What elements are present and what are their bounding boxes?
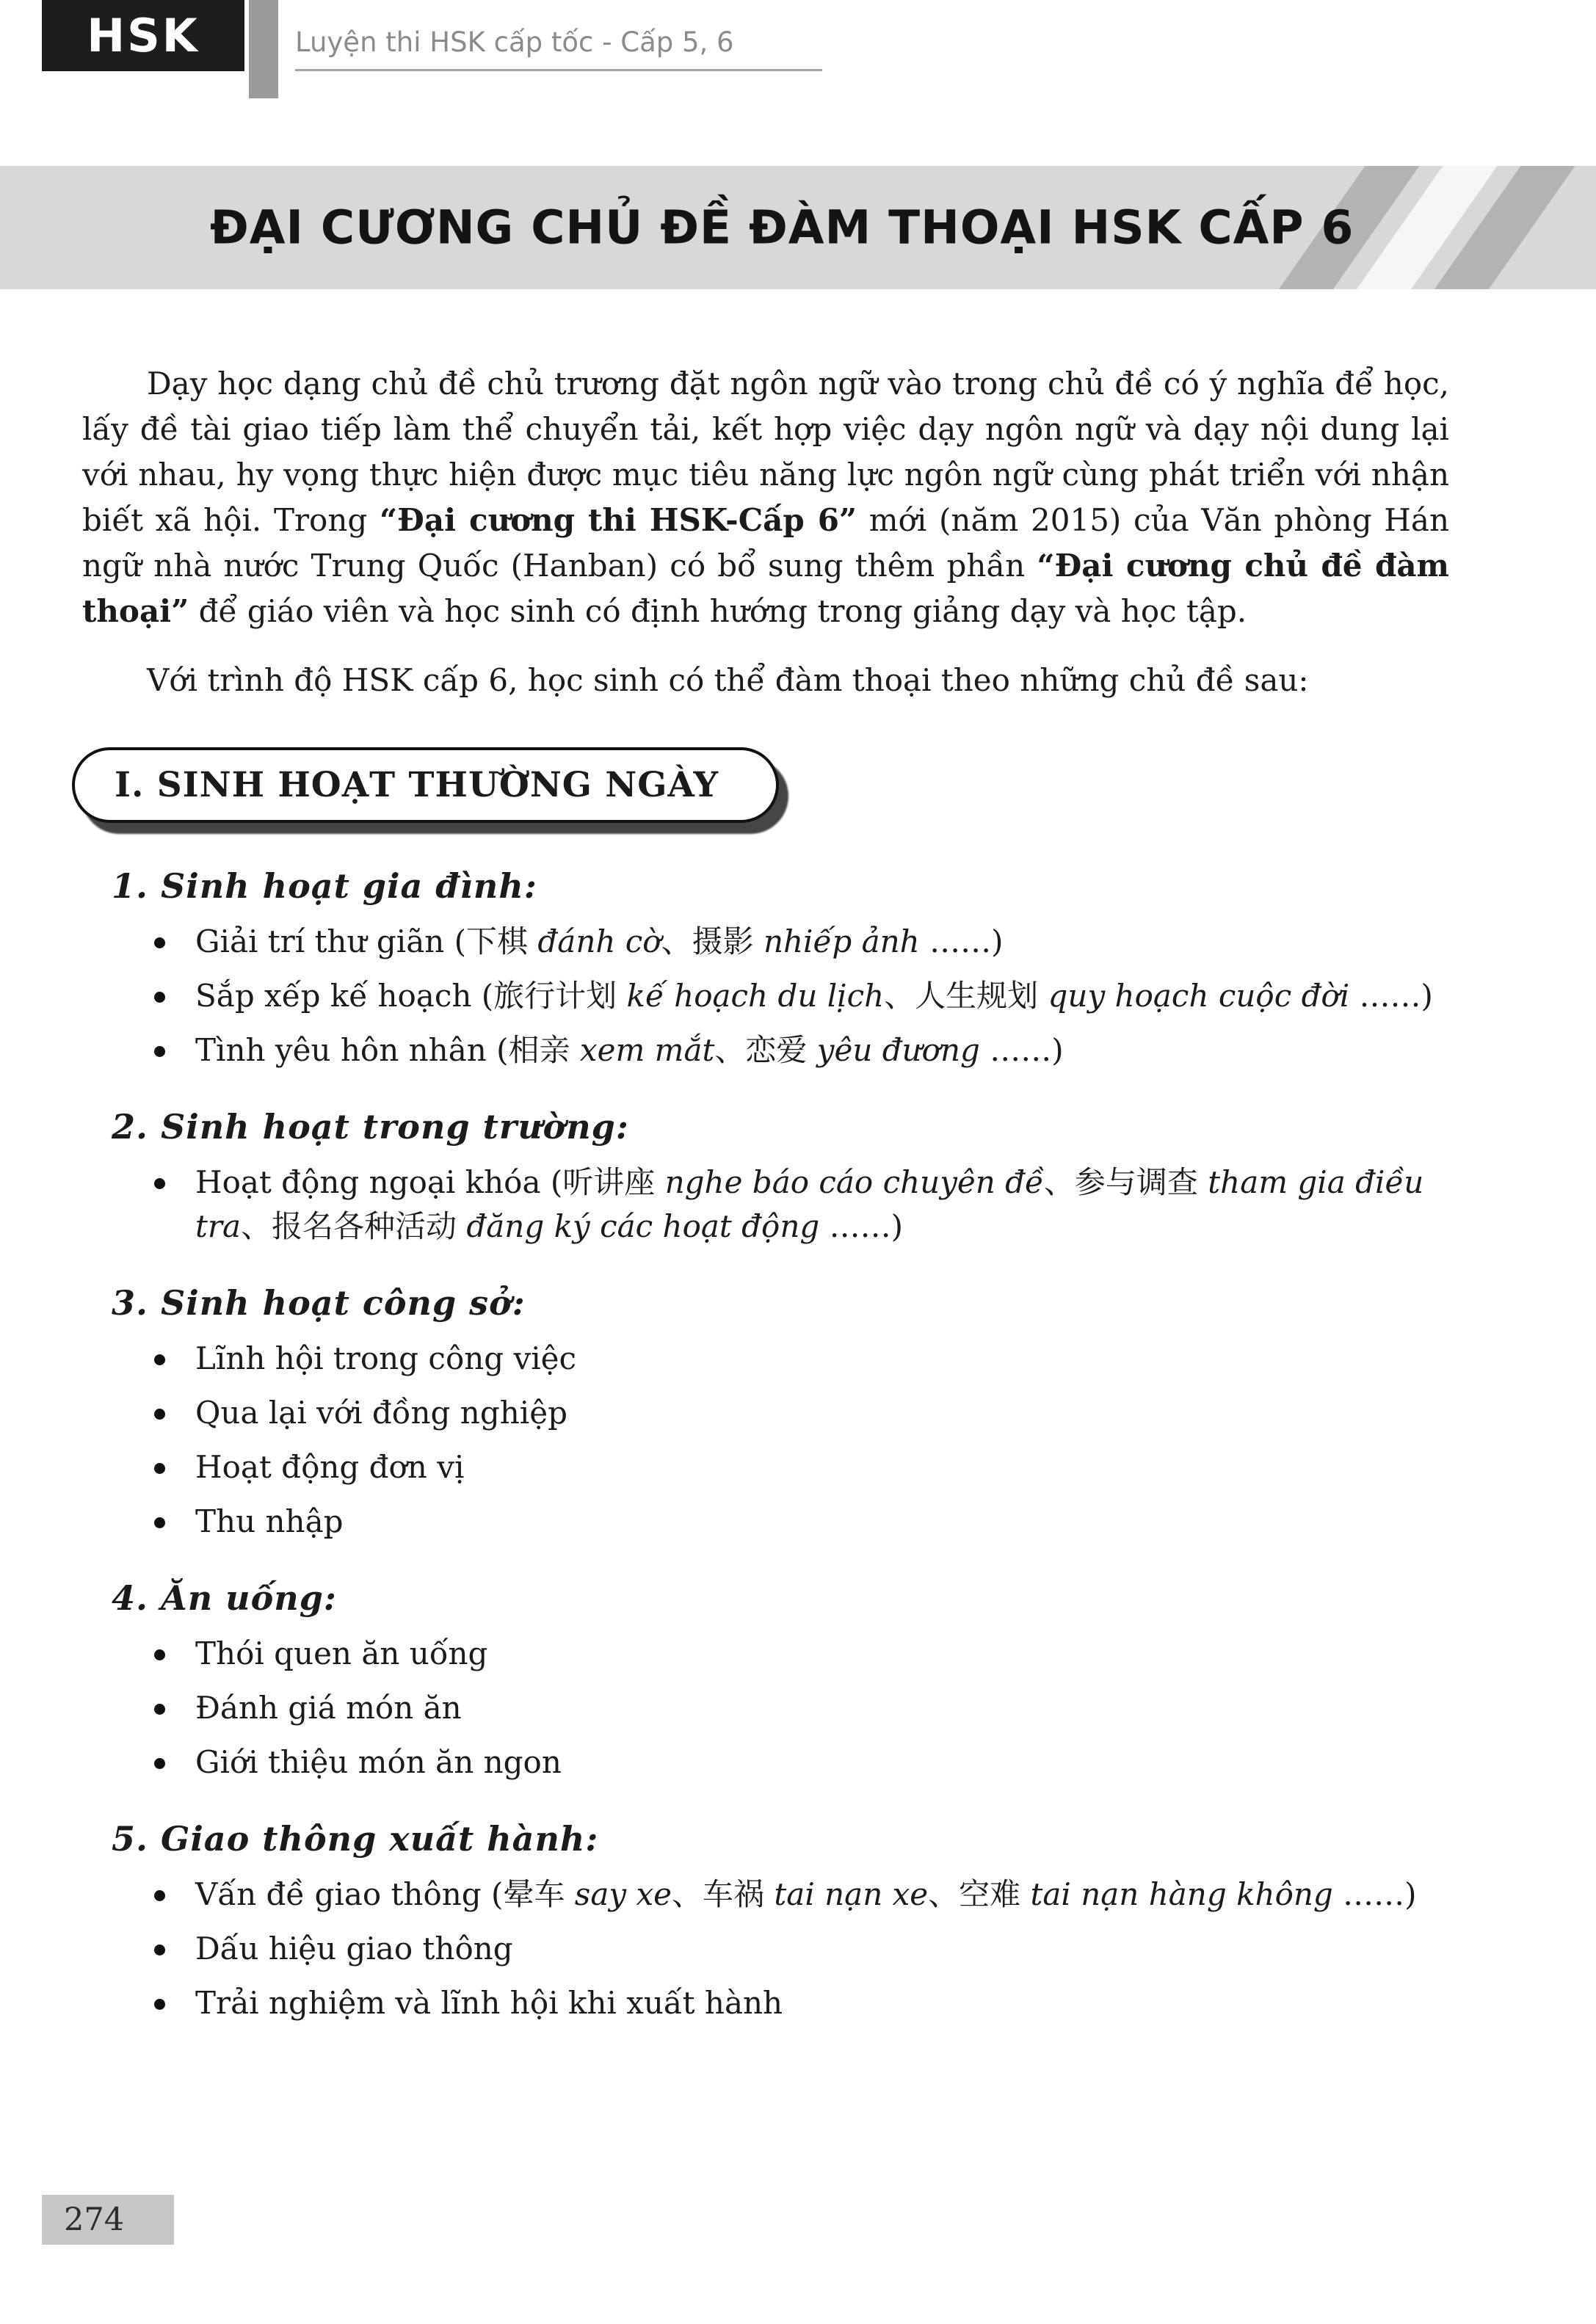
list-item-text — [195, 1632, 1449, 1676]
text-segment: yêu đương — [807, 1032, 980, 1068]
list-item — [148, 1927, 1449, 1971]
bullet-icon — [148, 1391, 195, 1435]
header-subtitle: Luyện thi HSK cấp tốc - Cấp 5, 6 — [295, 26, 734, 58]
list-item — [148, 1445, 1449, 1489]
text-segment: tham gia điều tra — [195, 1164, 1424, 1244]
text-segment: tai nạn xe — [764, 1876, 929, 1912]
list-item-text — [195, 1981, 1449, 2025]
list-item-text — [195, 1445, 1449, 1489]
header-divider — [295, 69, 822, 71]
bullet-icon — [148, 1445, 195, 1489]
hsk-logo-text: HSK — [87, 9, 200, 62]
page-number-box — [42, 2195, 174, 2245]
text-segment: 、恋爱 — [714, 1032, 808, 1068]
bullet-icon — [148, 1740, 195, 1784]
text-segment: Qua lại với đồng nghiệp — [195, 1395, 567, 1431]
text-segment: Đánh giá món ăn — [195, 1690, 462, 1726]
list-item-text — [195, 974, 1449, 1018]
bullet-icon — [148, 974, 195, 1018]
topics-list — [82, 864, 1449, 2025]
bullet-icon — [148, 1337, 195, 1381]
text-segment: Giới thiệu món ăn ngon — [195, 1744, 562, 1780]
text-segment: 下棋 — [466, 923, 529, 959]
intro-paragraph — [82, 361, 1449, 634]
text-segment: mới (năm 2015) của Văn phòng Hán ngữ nhà nước Trung Quốc (Hanban) có bổ sung thêm phần — [82, 502, 1449, 584]
section-heading-pill: I. SINH HOẠT THƯỜNG NGÀY — [72, 747, 779, 823]
list-item-text — [195, 1500, 1449, 1544]
text-segment: Hoạt động đơn vị — [195, 1449, 465, 1485]
section-heading-wrap — [82, 747, 1449, 823]
text-segment: ……) — [1349, 978, 1433, 1014]
list-item-text — [195, 1161, 1449, 1249]
text-segment: Giải trí thư giãn ( — [195, 923, 467, 959]
text-segment: “Đại cương thi HSK-Cấp 6” — [379, 502, 857, 538]
text-segment: 、空难 — [928, 1876, 1021, 1912]
list-item — [148, 1740, 1449, 1784]
text-segment: đăng ký các hoạt động — [457, 1208, 820, 1244]
text-segment: quy hoạch cuộc đời — [1038, 978, 1350, 1014]
list-item — [148, 974, 1449, 1018]
text-segment: 晕车 — [503, 1876, 565, 1912]
text-segment: đánh cờ — [528, 923, 661, 959]
bullet-icon — [148, 920, 195, 964]
text-segment: xem mắt — [570, 1032, 715, 1068]
subsection-title: 3. Sinh hoạt công sở: — [112, 1283, 526, 1323]
list-item-text — [195, 1391, 1449, 1435]
bullet-icon — [148, 1873, 195, 1917]
page-title: ĐẠI CƯƠNG CHỦ ĐỀ ĐÀM THOẠI HSK CẤP 6 — [210, 200, 1354, 255]
subsection-title: 1. Sinh hoạt gia đình: — [112, 866, 537, 906]
text-segment: Dấu hiệu giao thông — [195, 1931, 513, 1967]
bullet-icon — [148, 1686, 195, 1730]
list-item — [148, 1391, 1449, 1435]
text-segment: Với trình độ HSK cấp 6, học sinh có thể đàm thoại theo những chủ đề sau: — [147, 662, 1309, 698]
list-item — [148, 1337, 1449, 1381]
text-segment: ……) — [919, 923, 1004, 959]
list-item-text — [195, 1927, 1449, 1971]
list-item-text — [195, 1740, 1449, 1784]
bullet-icon — [148, 1927, 195, 1971]
list-item — [148, 1161, 1449, 1249]
page-number: 274 — [64, 2201, 125, 2238]
text-segment: Trải nghiệm và lĩnh hội khi xuất hành — [195, 1985, 783, 2021]
text-segment: 听讲座 — [562, 1164, 656, 1200]
text-segment: 、摄影 — [661, 923, 754, 959]
subsection-title: 2. Sinh hoạt trong trường: — [112, 1107, 629, 1147]
text-segment: 、参与调查 — [1043, 1164, 1198, 1200]
list-item-text — [195, 920, 1449, 964]
text-segment: nghe báo cáo chuyên đề — [655, 1164, 1044, 1200]
intro-paragraph — [82, 658, 1449, 703]
list-item — [148, 1500, 1449, 1544]
text-segment: ……) — [819, 1208, 904, 1244]
list-item-text — [195, 1337, 1449, 1381]
list-item-text — [195, 1028, 1449, 1072]
header-gray-tab — [249, 0, 278, 98]
page-content — [82, 361, 1449, 2036]
text-segment: Thu nhập — [195, 1503, 344, 1539]
subsection-title: 4. Ăn uống: — [112, 1578, 337, 1618]
text-segment: nhiếp ảnh — [753, 923, 920, 959]
title-banner — [0, 166, 1596, 289]
bullet-icon — [148, 1161, 195, 1249]
list-item — [148, 1632, 1449, 1676]
bullet-icon — [148, 1028, 195, 1072]
text-segment: 、车祸 — [672, 1876, 765, 1912]
list-item — [148, 1028, 1449, 1072]
text-segment: Hoạt động ngoại khóa ( — [195, 1164, 563, 1200]
list-item-text — [195, 1686, 1449, 1730]
list-item — [148, 1981, 1449, 2025]
text-segment: ……) — [979, 1032, 1064, 1068]
text-segment: 、人生规划 — [884, 978, 1039, 1014]
text-segment: Tình yêu hôn nhân ( — [195, 1032, 509, 1068]
text-segment: say xe — [565, 1876, 672, 1912]
text-segment: Thói quen ăn uống — [195, 1635, 488, 1671]
subsection-title: 5. Giao thông xuất hành: — [112, 1819, 599, 1859]
text-segment: Sắp xếp kế hoạch ( — [195, 978, 494, 1014]
bullet-icon — [148, 1981, 195, 2025]
list-item — [148, 1873, 1449, 1917]
bullet-icon — [148, 1632, 195, 1676]
text-segment: 、报名各种活动 — [241, 1208, 457, 1244]
list-item — [148, 920, 1449, 964]
text-segment: Dạy học dạng chủ đề chủ trương đặt ngôn ngữ vào trong chủ đề có ý nghĩa để học, lấy đề tài giao tiếp làm thể chuyển tải, kết hợp việc dạy ngôn ngữ và dạy nội dung lại với nhau, hy vọng thực hiện được mục tiêu năng lực ngôn ngữ cùng phát triển với nhận biết xã hội. Trong — [82, 366, 1449, 538]
text-segment: 相亲 — [508, 1032, 570, 1068]
text-segment: Lĩnh hội trong công việc — [195, 1340, 577, 1376]
text-segment: 旅行计划 — [493, 978, 617, 1014]
text-segment: tai nạn hàng không — [1020, 1876, 1333, 1912]
text-segment: để giáo viên và học sinh có định hướng trong giảng dạy và học tập. — [189, 593, 1247, 629]
text-segment: kế hoạch du lịch — [617, 978, 885, 1014]
text-segment: “Đại cương chủ đề đàm thoại” — [82, 548, 1449, 629]
text-segment: ……) — [1332, 1876, 1417, 1912]
bullet-icon — [148, 1500, 195, 1544]
hsk-logo — [42, 0, 244, 71]
list-item — [148, 1686, 1449, 1730]
list-item-text — [195, 1873, 1449, 1917]
text-segment: Vấn đề giao thông ( — [195, 1876, 504, 1912]
